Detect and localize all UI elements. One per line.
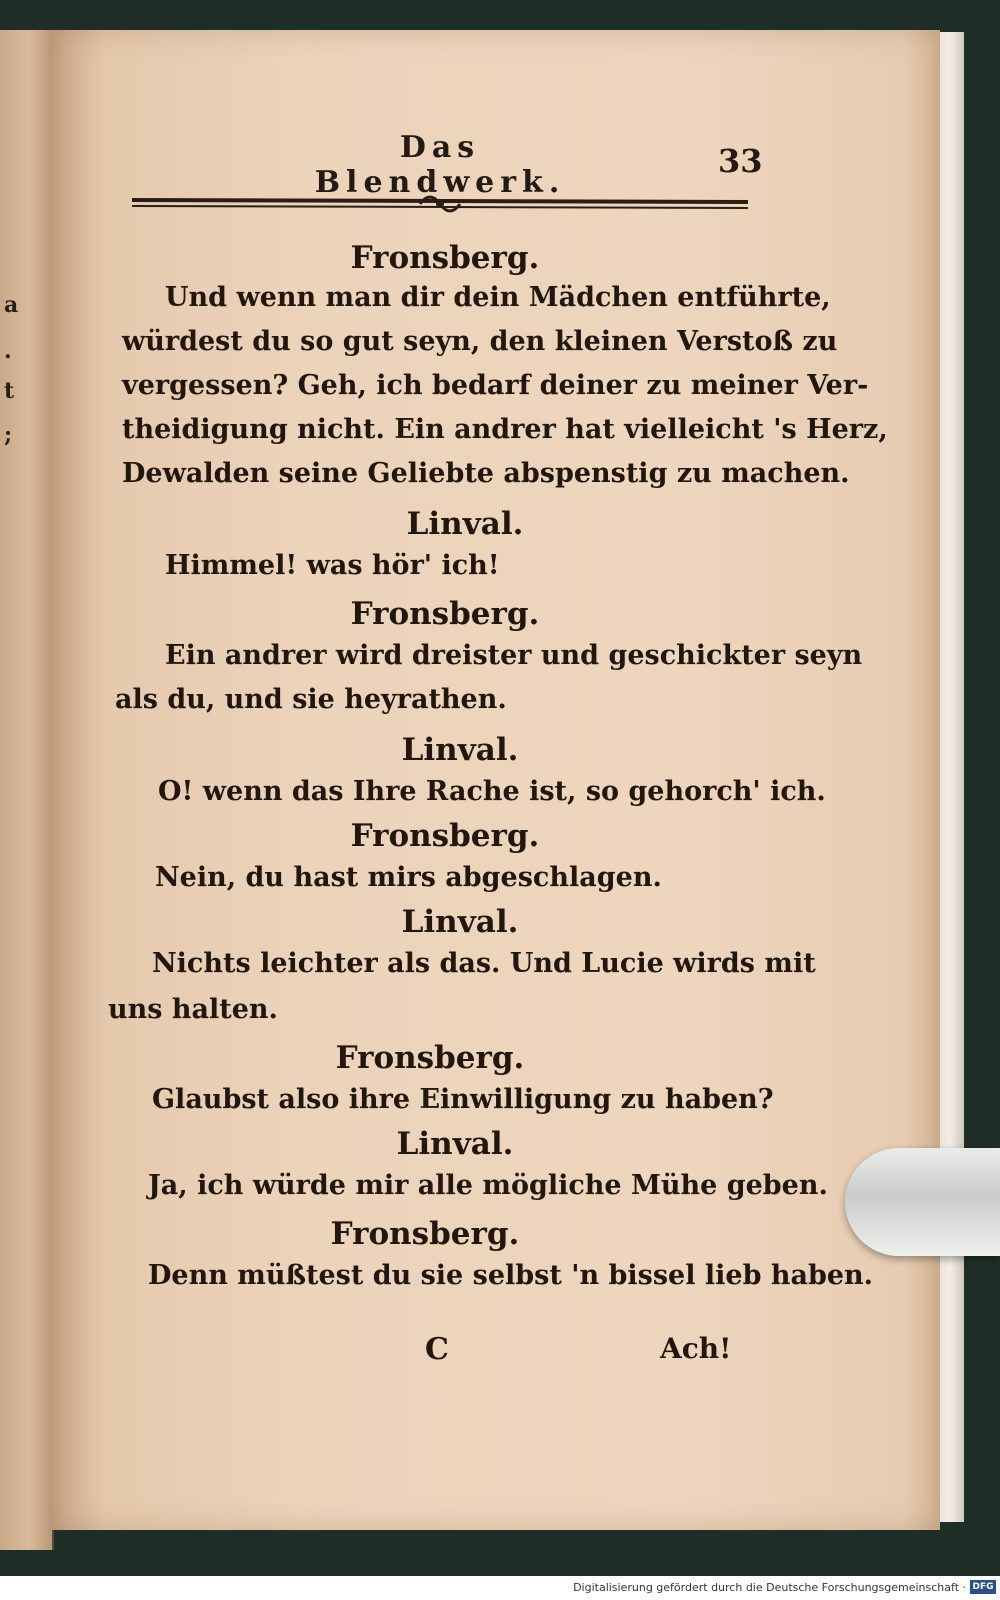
dialogue-line: Nichts leichter als das. Und Lucie wirds mit — [152, 948, 816, 979]
dialogue-line: O! wenn das Ihre Rache ist, so gehorch' ich. — [158, 776, 826, 807]
speaker-name: Fronsberg. — [335, 1040, 525, 1076]
speaker-name: Fronsberg. — [350, 240, 540, 276]
signature-mark: C — [425, 1332, 449, 1367]
footer-credit: Digitalisierung gefördert durch die Deutsche Forschungsgemeinschaft · — [573, 1581, 966, 1594]
facing-page-fragment: . — [4, 338, 12, 364]
speaker-name: Linval. — [401, 904, 519, 940]
facing-page-edge — [0, 30, 54, 1550]
dialogue-line: Ja, ich würde mir alle mögliche Mühe geben. — [148, 1170, 828, 1201]
speaker-name: Fronsberg. — [330, 1216, 520, 1252]
dialogue-line: Glaubst also ihre Einwilligung zu haben? — [152, 1084, 774, 1115]
dialogue-line: Dewalden seine Geliebte abspenstig zu machen. — [122, 458, 850, 489]
facing-page-fragment: ; — [4, 422, 13, 448]
dialogue-line: Ein andrer wird dreister und geschickter seyn — [165, 640, 863, 671]
page-number: 33 — [718, 142, 763, 180]
speaker-name: Linval. — [401, 732, 519, 768]
speaker-name: Linval. — [396, 1126, 514, 1162]
dialogue-line: würdest du so gut seyn, den kleinen Verstoß zu — [122, 326, 838, 357]
footer-bar — [0, 1576, 1000, 1600]
thumb-clip — [845, 1148, 1000, 1256]
dfg-logo: DFG — [970, 1580, 996, 1594]
facing-page-fragment: t — [4, 378, 15, 404]
running-head: Das Blendwerk. — [314, 130, 566, 200]
dialogue-line: uns halten. — [108, 994, 278, 1025]
dialogue-line: Himmel! was hör' ich! — [165, 550, 500, 581]
dialogue-line: als du, und sie heyrathen. — [115, 684, 507, 715]
ornamental-rule — [130, 188, 750, 218]
speaker-name: Fronsberg. — [350, 818, 540, 854]
speaker-name: Linval. — [406, 506, 524, 542]
dialogue-line: vergessen? Geh, ich bedarf deiner zu meiner Ver- — [122, 370, 869, 401]
catchword: Ach! — [660, 1332, 732, 1365]
facing-page-fragment: a — [4, 292, 19, 318]
speaker-name: Fronsberg. — [350, 596, 540, 632]
dialogue-line: Nein, du hast mirs abgeschlagen. — [155, 862, 662, 893]
dialogue-line: Und wenn man dir dein Mädchen entführte, — [165, 282, 831, 313]
dialogue-line: Denn müßtest du sie selbst 'n bissel lieb haben. — [148, 1260, 874, 1291]
dialogue-line: theidigung nicht. Ein andrer hat vielleicht 's Herz, — [122, 414, 888, 445]
